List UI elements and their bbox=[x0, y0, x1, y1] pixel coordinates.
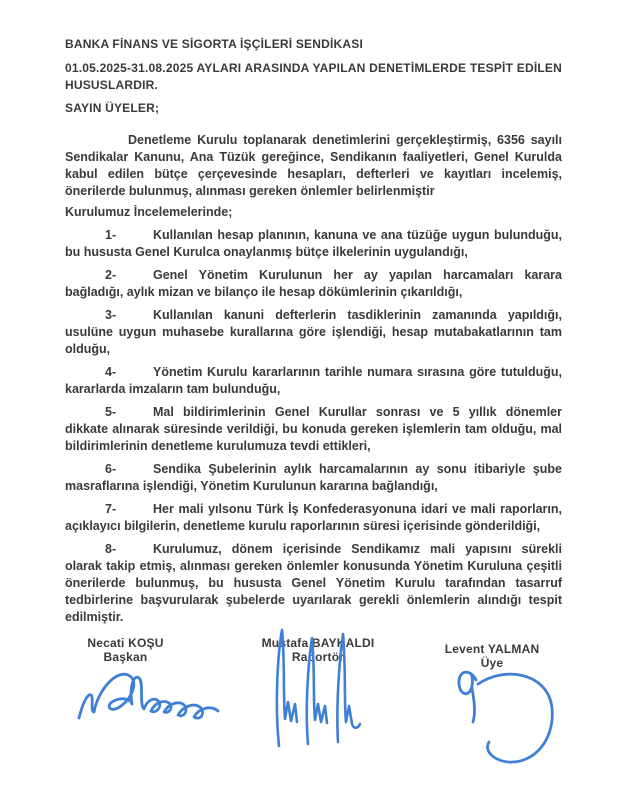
finding-item-number: 3- bbox=[105, 308, 117, 322]
intro-paragraph: Denetleme Kurulu toplanarak denetimlerini gerçekleştirmiş, 6356 sayılı Sendikalar Kanunu, Ana Tüzük gereğince, Sendikanın faaliyetleri, Genel Kurulda kabul edilen bütçe çerçevesinde hesapları, defterleri ve kayıtları incelemiş, önerilerde bulunmuş, alınması gereken önlemler belirlenmiştir bbox=[65, 133, 562, 198]
finding-item-text: Yönetim Kurulu kararlarının tarihle numara sırasına göre tutulduğu, kararlarda imzaların tam bulunduğu, bbox=[65, 365, 562, 396]
finding-item-text: Sendika Şubelerinin aylık harcamalarının ay sonu itibariyle şube masraflarına işlendiği, Yönetim Kurulunun kararına bağlandığı, bbox=[65, 462, 562, 493]
document-body bbox=[65, 0, 562, 626]
finding-item-1 bbox=[65, 227, 562, 261]
finding-item-6 bbox=[65, 461, 562, 495]
finding-item-8 bbox=[65, 541, 562, 626]
salutation: SAYIN ÜYELER; bbox=[65, 101, 160, 115]
finding-item-text: Her mali yılsonu Türk İş Konfederasyonuna idari ve mali raporların, açıklayıcı bilgilerin, denetleme kurulu raporlarının süresi içerisinde gönderildiği, bbox=[65, 502, 562, 533]
finding-item-number: 2- bbox=[105, 268, 117, 282]
finding-item-number: 6- bbox=[105, 462, 117, 476]
finding-item-4 bbox=[65, 364, 562, 398]
finding-item-number: 4- bbox=[105, 365, 117, 379]
signature-levent-yalman bbox=[446, 664, 566, 774]
finding-item-text: Kullanılan kanuni defterlerin tasdiklerinin zamanında yapıldığı, usulüne uygun muhasebe kurallarına göre işlendiği, hesap mutabakatlarının tam olduğu, bbox=[65, 308, 562, 356]
signatory-name: Necati KOŞU bbox=[87, 636, 164, 650]
finding-item-text: Kurulumuz, dönem içerisinde Sendikamız mali yapısını sürekli olarak takip etmiş, alınması gereken önlemler konusunda Yönetim Kuruluna çeşitli önerilerde bulunmuş, bu hususta Genel Yönetim Kurulu tarafından tasarruf tedbirlerine başvurularak şubelerde uyarılarak gerekli önlemlerin alındığı tespit edilmiştir. bbox=[65, 542, 562, 624]
finding-item-text: Genel Yönetim Kurulunun her ay yapılan harcamaları karara bağladığı, aylık mizan ve bilanço ile hesap dökümlerinin çıkarıldığı, bbox=[65, 268, 562, 299]
signature-mustafa-baykaldi bbox=[264, 624, 374, 752]
finding-item-text: Kullanılan hesap planının, kanuna ve ana tüzüğe uygun bulunduğu, bu hususta Genel Kurulca onaylanmış bütçe ilkelerinin uygulandığı, bbox=[65, 228, 562, 259]
signatory-role: Başkan bbox=[103, 650, 148, 664]
signatory-name: Levent YALMAN bbox=[444, 642, 540, 656]
finding-item-text: Mal bildirimlerinin Genel Kurullar sonrası ve 5 yıllık dönemler dikkate alınarak süresinde verildiği, bu konuda gereken işlemlerin tam olduğu, mal bildirimlerinin denetleme kurulumuza tevdi ettikleri, bbox=[65, 405, 562, 453]
finding-item-number: 7- bbox=[105, 502, 117, 516]
signature-necati-kosu bbox=[72, 656, 234, 748]
finding-item-number: 1- bbox=[105, 228, 117, 242]
finding-item-number: 5- bbox=[105, 405, 117, 419]
document-title: BANKA FİNANS VE SİGORTA İŞÇİLERİ SENDİKASI bbox=[65, 37, 363, 51]
finding-item-2 bbox=[65, 267, 562, 301]
finding-item-3 bbox=[65, 307, 562, 358]
finding-item-5 bbox=[65, 404, 562, 455]
signatory-role: Üye bbox=[480, 656, 504, 670]
findings-heading: Kurulumuz İncelemelerinde; bbox=[65, 205, 233, 219]
signatory-role: Raportör bbox=[291, 650, 345, 664]
signatory-name: Mustafa BAYKALDI bbox=[261, 636, 375, 650]
document-subtitle: 01.05.2025-31.08.2025 AYLARI ARASINDA YAPILAN DENETİMLERDE TESPİT EDİLEN HUSUSLARDIR. bbox=[65, 61, 562, 92]
finding-item-7 bbox=[65, 501, 562, 535]
finding-item-number: 8- bbox=[105, 542, 117, 556]
